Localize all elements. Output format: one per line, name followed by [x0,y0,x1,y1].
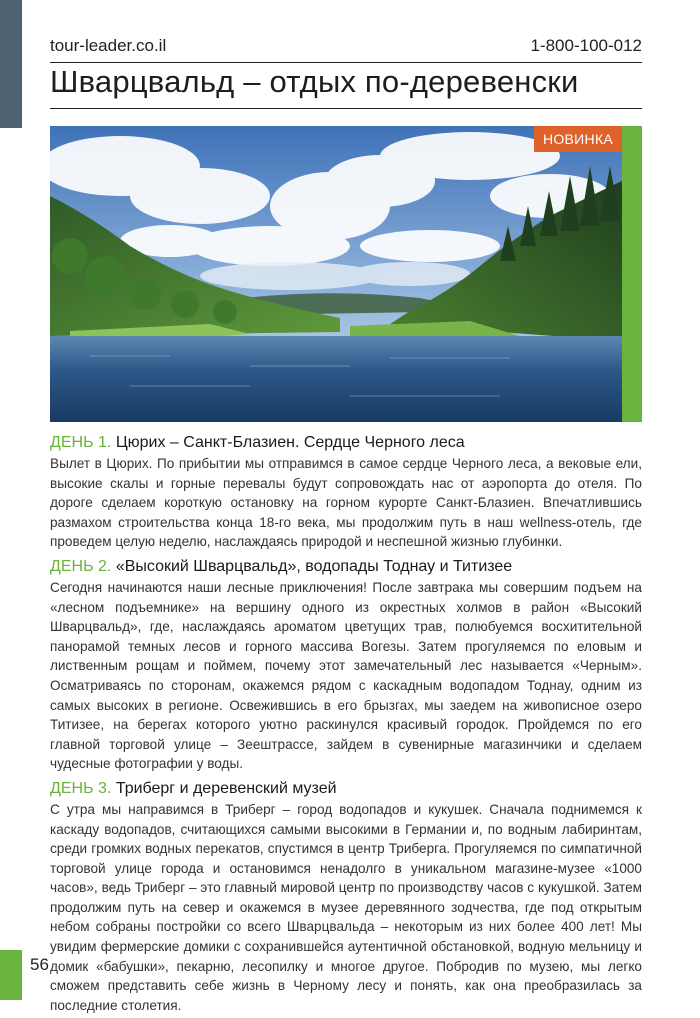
day-1-section [50,431,642,552]
day-3-text: С утра мы направимся в Триберг – город водопадов и кукушек. Сначала поднимемся к каскаду водопадов, считающихся самыми высокими в Германии и, по водным лабиринтам, среди громких водных перекатов, спустимся в центр Триберга. Прогуляемся по симпатичной торговой улице города и остановимся ненадолго в уникальном магазине-музее «1000 часов», ведь Триберг – это главный мировой центр по производству часов с кукушкой. Затем продолжим путь на север и окажемся в музее деревянного зодчества, где под открытым небом собраны постройки со всего Шварцвальда – некоторым из них более 400 лет! Мы увидим фермерские домики с сохранившейся аутентичной обстановкой, водную мельницу и домик «бабушки», пекарню, лесопилку и многое другое. Побродив по музею, мы легко сможем представить себе жизнь в Черному лесу и понять, как она преобразилась за последние столетия. [50,801,642,1013]
new-tour-badge: НОВИНКА [534,126,622,152]
day-3-label: ДЕНЬ 3. [50,779,112,797]
day-1-label: ДЕНЬ 1. [50,434,112,451]
page-title: Шварцвальд – отдых по-деревенски [50,64,579,99]
photo-green-strip [622,126,642,422]
day-1-title: Цюрих – Санкт-Блазиен. Сердце Черного леса [115,434,465,451]
page-header [50,36,642,60]
day-3-title: Триберг и деревенский музей [115,779,337,797]
title-divider [50,108,642,109]
day-1-text: Вылет в Цюрих. По прибытии мы отправимся в самое сердце Черного леса, а вековые ели, высокие скалы и горные перевалы будут сопровождать нас от аэропорта до отеля. По дороге сделаем короткую остановку на горном курорте Санкт-Блазиен. Впечатлившись размахом строительства конца 18-го века, мы продолжим путь в наш wellness-отель, где проведем целую неделю, наслаждаясь природой и неспешной жизнью глубинки. [50,456,642,550]
phone-number[interactable]: 1-800-100-012 [530,36,642,55]
day-3-section [50,777,642,1016]
black-forest-lake-photo [50,126,622,422]
side-accent-bar-top [0,0,22,128]
site-url[interactable]: tour-leader.co.il [50,36,167,55]
day-2-heading [50,555,642,578]
itinerary [50,431,642,1018]
day-2-label: ДЕНЬ 2. [50,557,112,575]
header-divider [50,62,642,63]
day-1-heading [50,431,642,454]
side-accent-bar-bottom [0,950,22,1000]
day-2-section [50,555,642,774]
day-3-heading [50,777,642,800]
day-2-text: Сегодня начинаются наши лесные приключения! После завтрака мы совершим подъем на «лесном подъемнике» на вершину одного из окрестных холмов в район «Высокий Шварцвальд», где, наслаждаясь ароматом цветущих трав, полюбуемся восхитительной панорамой темных лесов и горного массива Вогезы. Затем прогуляемся по еловым и лиственным рощам и поймем, почему этот замечательный лес называется «Черным». Осматриваясь по сторонам, окажемся рядом с каскадным водопадом Тоднау, одним из самых высоких в регионе. Освежившись в его брызгах, мы заедем на живописное озеро Титизее, на берегах которого уютно раскинулся красивый городок. Пройдемся по его главной торговой улице – Зеештрассе, зайдем в сувенирные магазинчики и сделаем чудесные фотографии у воды. [50,579,642,772]
page-number: 56 [30,955,49,974]
day-2-title: «Высокий Шварцвальд», водопады Тоднау и Титизее [115,557,513,575]
